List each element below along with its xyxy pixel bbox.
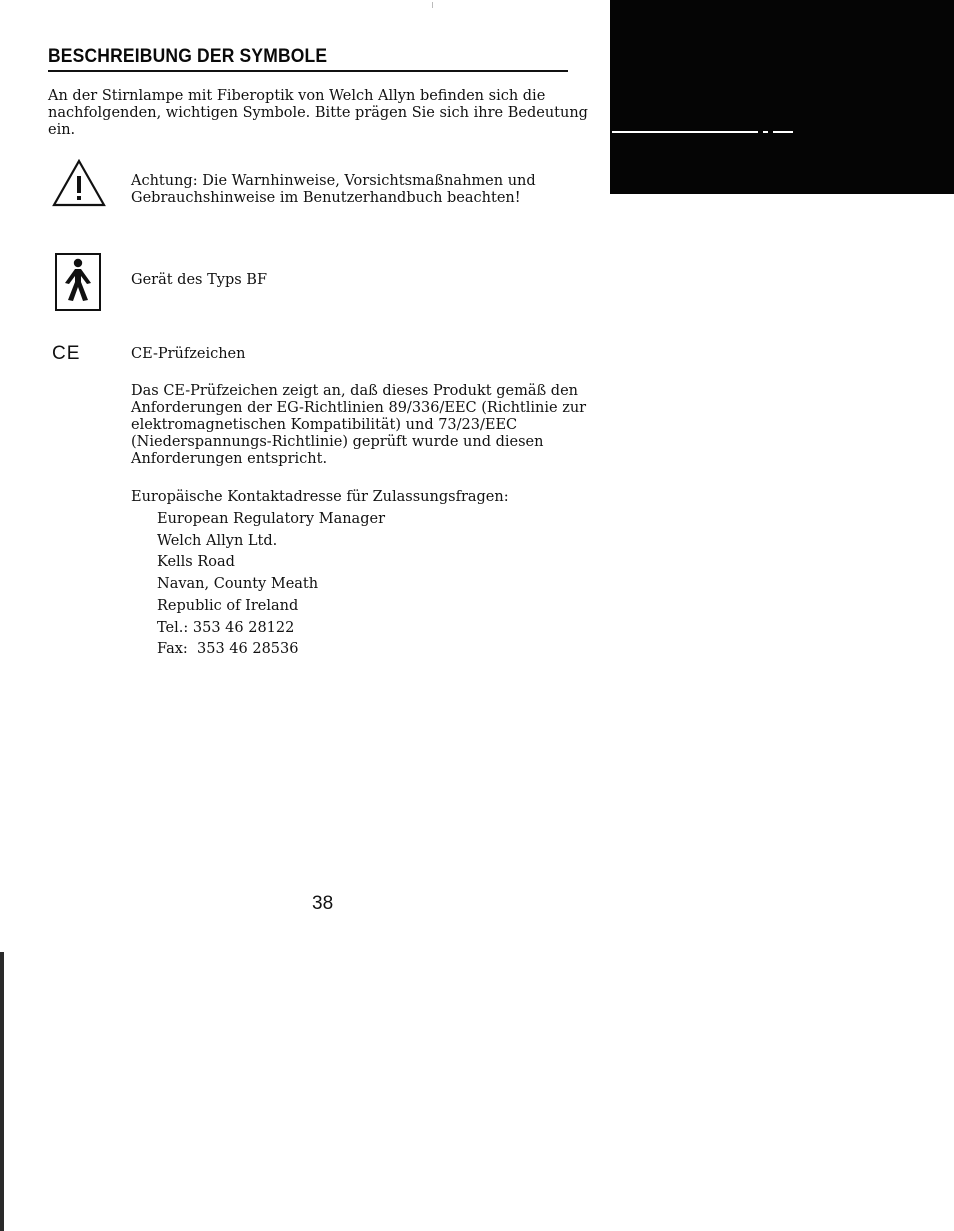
chapter-tab-dash [773,131,793,133]
ce-description-line: Anforderungen entspricht. [131,451,328,467]
title-underline [48,70,568,72]
address-line: Welch Allyn Ltd. [157,532,278,549]
warning-line: Achtung: Die Warnhinweise, Vorsichtsmaßnahmen und [131,173,536,189]
type-bf-description: Gerät des Typs BF [131,272,268,288]
intro-line: An der Stirnlampe mit Fiberoptik von Welch Allyn befinden sich die [48,88,546,104]
ce-description-line: elektromagnetischen Kompatibilität) und 73/23/EEC [131,417,518,433]
address-line: Fax: 353 46 28536 [157,641,299,658]
chapter-tab-line [612,131,758,133]
chapter-tab-block [610,0,954,194]
warning-triangle-icon [52,159,106,207]
scan-mark-top [432,2,433,8]
contact-address [157,509,385,661]
address-line: Navan, County Meath [157,576,319,593]
page-title: BESCHREIBUNG DER SYMBOLE [48,46,328,67]
contact-intro: Europäische Kontaktadresse für Zulassungsfragen: [131,489,509,505]
warning-description [131,173,536,207]
scan-edge-shadow [0,952,4,1231]
page-number: 38 [312,893,334,914]
address-line: Tel.: 353 46 28122 [157,619,295,636]
chapter-tab-dot [763,131,768,133]
ce-description-line: Anforderungen der EG-Richtlinien 89/336/EEC (Richtlinie zur [131,400,587,416]
ce-description-line: Das CE-Prüfzeichen zeigt an, daß dieses Produkt gemäß den [131,383,578,399]
intro-paragraph [48,88,588,139]
ce-description-line: (Niederspannungs-Richtlinie) geprüft wurde und diesen [131,434,544,450]
ce-description [131,383,586,468]
address-line: Republic of Ireland [157,597,299,614]
ce-mark: CE [52,343,81,364]
intro-line: nachfolgenden, wichtigen Symbole. Bitte prägen Sie sich ihre Bedeutung [48,105,588,121]
address-line: Kells Road [157,554,235,571]
intro-line: ein. [48,122,76,138]
type-bf-person-icon [55,253,101,311]
address-line: European Regulatory Manager [157,511,385,527]
warning-line: Gebrauchshinweise im Benutzerhandbuch beachten! [131,190,521,206]
ce-label: CE-Prüfzeichen [131,346,246,362]
